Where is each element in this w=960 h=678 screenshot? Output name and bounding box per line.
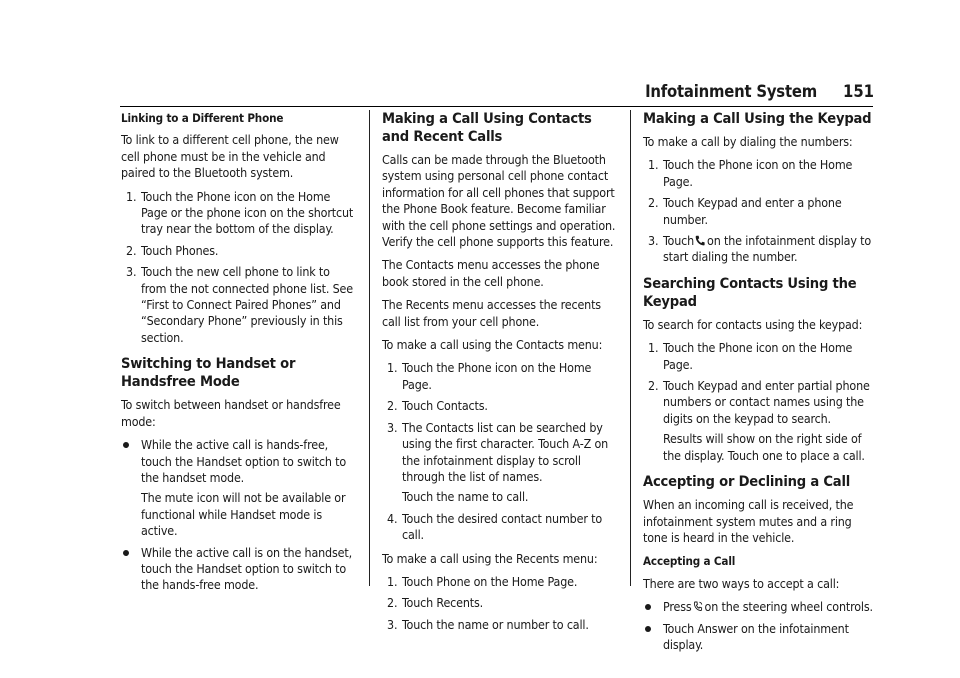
keypad-steps-list bbox=[643, 157, 878, 265]
bullet-icon bbox=[123, 550, 129, 556]
column-divider-1 bbox=[369, 110, 370, 586]
paragraph: To make a call using the Recents menu: bbox=[382, 550, 598, 566]
list-item bbox=[643, 599, 878, 615]
bullet-text: While the active call is on the handset, touch the Handset option to switch to the hands-free mode. bbox=[141, 544, 352, 593]
list-item bbox=[643, 157, 878, 190]
list-item bbox=[382, 511, 617, 544]
column-3 bbox=[643, 110, 878, 660]
step-number: 2. bbox=[387, 398, 398, 414]
list-item bbox=[121, 264, 356, 346]
step-note: Results will show on the right side of the display. Touch one to place a call. bbox=[663, 431, 865, 463]
bullet-text-post: on the steering wheel controls. bbox=[704, 599, 873, 615]
step-text: Touch the Phone icon on the Home Page or the phone icon on the shortcut tray near the bottom of the display. bbox=[141, 188, 354, 237]
paragraph: The Contacts menu accesses the phone book stored in the cell phone. bbox=[382, 257, 600, 289]
heading-accept-decline: Accepting or Declining a Call bbox=[643, 473, 851, 491]
header-rule bbox=[120, 106, 873, 107]
paragraph: To make a call using the Contacts menu: bbox=[382, 337, 603, 353]
step-number: 4. bbox=[387, 510, 398, 526]
push-to-talk-icon bbox=[693, 601, 703, 612]
subhead-accepting-call: Accepting a Call bbox=[643, 554, 736, 569]
page-number: 151 bbox=[843, 82, 874, 101]
linking-steps-list bbox=[121, 189, 356, 347]
list-item bbox=[382, 595, 617, 611]
step-number: 1. bbox=[387, 360, 398, 376]
step-number: 1. bbox=[648, 340, 659, 356]
list-item bbox=[121, 545, 356, 594]
column-1 bbox=[121, 110, 356, 601]
step-text: Touch Phone on the Home Page. bbox=[402, 573, 578, 589]
paragraph: The Recents menu accesses the recents call list from your cell phone. bbox=[382, 297, 601, 329]
bullet-text: Touch Answer on the infotainment display. bbox=[663, 620, 849, 652]
list-item bbox=[643, 340, 878, 373]
accept-bullets-list bbox=[643, 599, 878, 653]
step-number: 3. bbox=[126, 264, 137, 280]
step-number: 2. bbox=[126, 242, 137, 258]
step-text: Touch the new cell phone to link to from the not connected phone list. See “First to Connect Paired Phones” and “Secondary Phone” previously in this section. bbox=[141, 264, 353, 345]
step-number: 1. bbox=[126, 188, 137, 204]
bullet-icon bbox=[645, 626, 651, 632]
step-number: 2. bbox=[387, 595, 398, 611]
bullet-icon bbox=[123, 442, 129, 448]
step-text: Touch Contacts. bbox=[402, 398, 488, 414]
paragraph-switching: To switch between handset or handsfree mode: bbox=[121, 397, 341, 429]
step-text-pre: Touch bbox=[663, 233, 695, 249]
heading-switching-mode: Switching to Handset or Handsfree Mode bbox=[121, 355, 296, 391]
list-item bbox=[121, 437, 356, 539]
step-text: Touch the name or number to call. bbox=[402, 616, 589, 632]
page-header bbox=[645, 84, 874, 100]
step-text: Touch the Phone icon on the Home Page. bbox=[663, 157, 853, 189]
step-note: Touch the name to call. bbox=[402, 489, 529, 505]
step-text: Touch Recents. bbox=[402, 595, 484, 611]
list-item bbox=[121, 189, 356, 238]
step-text: The Contacts list can be searched by using the first character. Touch A-Z on the infotainment display to scroll through the list of names. bbox=[402, 419, 609, 484]
list-item bbox=[382, 420, 617, 506]
heading-keypad-call: Making a Call Using the Keypad bbox=[643, 110, 872, 127]
list-item bbox=[382, 574, 617, 590]
list-item bbox=[643, 195, 878, 228]
column-2 bbox=[382, 110, 617, 640]
bullet-text-pre: Press bbox=[663, 599, 692, 615]
step-text: Touch Keypad and enter partial phone numbers or contact names using the digits on the keypad to search. bbox=[663, 378, 870, 426]
list-item bbox=[382, 617, 617, 633]
paragraph: There are two ways to accept a call: bbox=[643, 575, 840, 591]
paragraph: When an incoming call is received, the infotainment system mutes and a ring tone is heard in the vehicle. bbox=[643, 497, 854, 545]
bullet-text: While the active call is hands-free, touch the Handset option to switch to the handset mode. bbox=[141, 437, 347, 485]
step-number: 2. bbox=[648, 195, 659, 211]
heading-search-contacts: Searching Contacts Using the Keypad bbox=[643, 274, 857, 310]
paragraph: Calls can be made through the Bluetooth system using personal cell phone contact information for all cell phones that support the Phone Book feature. Become familiar with the cell phone settings and operation. Verify the cell phone supports this feature. bbox=[382, 152, 616, 250]
list-item bbox=[382, 360, 617, 393]
heading-contacts-recent: Making a Call Using Contacts and Recent Calls bbox=[382, 110, 592, 145]
list-item bbox=[643, 233, 878, 266]
switch-bullets-list bbox=[121, 437, 356, 594]
step-number: 3. bbox=[648, 233, 659, 249]
recents-steps-list bbox=[382, 574, 617, 633]
section-title: Infotainment System bbox=[645, 82, 817, 101]
step-number: 3. bbox=[387, 616, 398, 632]
step-number: 1. bbox=[648, 157, 659, 173]
bullet-icon bbox=[645, 604, 651, 610]
step-text-post: on the infotainment display to start dialing the number. bbox=[663, 233, 872, 265]
list-item bbox=[643, 378, 878, 464]
search-steps-list bbox=[643, 340, 878, 464]
paragraph: To search for contacts using the keypad: bbox=[643, 316, 863, 332]
contacts-steps-list bbox=[382, 360, 617, 543]
step-text: Touch the desired contact number to call. bbox=[402, 510, 603, 543]
step-text: Touch Phones. bbox=[141, 242, 219, 258]
paragraph: To make a call by dialing the numbers: bbox=[643, 134, 853, 149]
step-number: 3. bbox=[387, 419, 398, 435]
step-number: 1. bbox=[387, 573, 398, 589]
paragraph-linking: To link to a different cell phone, the new cell phone must be in the vehicle and paired to the Bluetooth system. bbox=[121, 132, 339, 181]
phone-handset-icon bbox=[695, 235, 705, 246]
list-item bbox=[643, 621, 878, 654]
step-text: Touch Keypad and enter a phone number. bbox=[663, 195, 842, 227]
subhead-linking-phone: Linking to a Different Phone bbox=[121, 111, 284, 125]
step-number: 2. bbox=[648, 378, 659, 394]
bullet-note: The mute icon will not be available or functional while Handset mode is active. bbox=[141, 490, 346, 539]
list-item bbox=[382, 398, 617, 414]
list-item bbox=[121, 243, 356, 259]
step-text: Touch the Phone icon on the Home Page. bbox=[402, 360, 592, 392]
step-text: Touch the Phone icon on the Home Page. bbox=[663, 340, 853, 372]
column-divider-2 bbox=[630, 110, 631, 586]
